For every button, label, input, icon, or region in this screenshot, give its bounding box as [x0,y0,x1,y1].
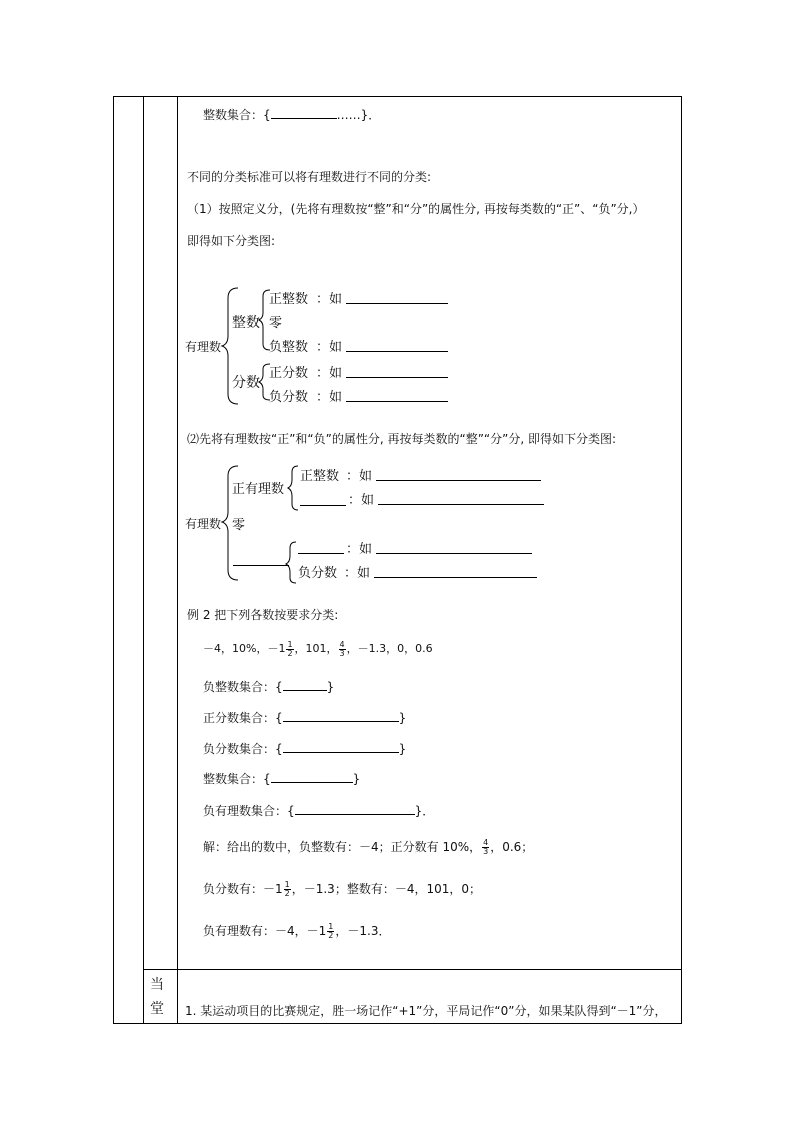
numerator: 1 [284,880,290,889]
answer-blank [298,553,344,554]
fraction [327,923,334,940]
answer-blank [346,377,448,378]
tree1-pos-int: 正整数 [269,292,309,307]
tree2-neg-frac: 负分数 [298,566,338,581]
tree2-pos-int: 正整数 [300,469,340,484]
numerator: 1 [328,922,334,931]
numerator: 4 [339,639,345,649]
tree1-integer: 整数 [232,315,260,331]
tree1-pos-frac: 正分数 [269,366,309,381]
solution-text: 解：给出的数中，负整数有：－4；正分数有 10%， [203,840,482,854]
tree1-neg-int: 负整数 [269,340,309,355]
tree1-pos-int-example: ：如 [316,292,343,307]
solution-text: ，0.6； [490,840,534,854]
solution-line-2 [203,880,481,898]
answer-blank [295,802,415,815]
set-label: 负整数集合：{ [203,680,283,694]
answer-blank [283,709,399,722]
answer-blank [271,770,353,783]
answer-blank [346,351,448,352]
tree1-neg-frac: 负分数 [269,390,309,405]
solution-line-3 [203,922,390,940]
set-close: }． [414,804,435,818]
answer-blank [374,577,537,578]
fraction [286,641,293,658]
set-close: } [398,711,407,725]
fraction [284,881,291,898]
answer-blank [283,678,327,691]
solution-text: ，－1.3． [335,924,391,938]
denominator: 2 [287,648,293,658]
denominator: 2 [284,889,290,898]
denominator: 3 [483,847,489,856]
set-close: } [352,772,361,786]
denominator: 3 [339,648,345,658]
answer-blank [233,565,289,566]
solution-line-1 [203,838,533,856]
answer-blank [376,553,532,554]
tree1-neg-frac-example: ：如 [316,390,343,405]
tree2-positive: 正有理数 [232,482,285,497]
set-neg-int [203,678,334,695]
integer-set-label: 整数集合：{ [203,108,271,122]
set-label: 负有理数集合：{ [203,804,295,818]
tree1-pos-frac-example: ：如 [316,366,343,381]
answer-blank [300,505,346,506]
set-neg-rational [203,802,434,819]
number-list-part: －4，10%，－1 [203,642,286,655]
set-close: } [326,680,335,694]
answer-blank [378,504,544,505]
set-integer [203,770,360,787]
exercise-1: 1. 某运动项目的比赛规定，胜一场记作“+1”分，平局记作“0”分，如果某队得到“－1”分， [185,1004,667,1018]
tree2-pos-int-example: ：如 [346,469,373,484]
fraction [339,641,346,658]
tree1-zero: 零 [269,316,283,331]
tree2-neg-int-example: ：如 [346,542,373,557]
set-neg-frac [203,740,406,757]
set-label: 负分数集合：{ [203,742,283,756]
method1-text: （1）按照定义分，(先将有理数按“整”和“分”的属性分, 再按每类数的“正”、“负”分,） [187,202,645,216]
answer-blank [283,740,399,753]
solution-text: 负分数有：－1 [203,882,283,896]
method1-tail: 即得如下分类图: [187,234,276,248]
set-pos-frac [203,709,406,726]
fraction [482,839,489,856]
numerator: 1 [287,639,293,649]
solution-text: ，－1.3；整数有：－4，101，0； [291,882,481,896]
number-list [203,640,433,658]
intro-text: 不同的分类标准可以将有理数进行不同的分类: [187,170,432,184]
denominator: 2 [328,931,334,940]
example2-title: 例 2 把下列各数按要求分类: [187,608,339,622]
number-list-part: ，101， [294,642,338,655]
numerator: 4 [483,838,489,847]
answer-blank [346,401,448,402]
set-close: } [398,742,407,756]
set-label: 正分数集合：{ [203,711,283,725]
side-label-1: 当 [150,977,164,993]
tree1-fraction: 分数 [232,375,260,391]
set-label: 整数集合：{ [203,772,271,786]
tree2-pos-frac-example: ：如 [348,493,375,508]
tree1-root: 有理数 [185,340,222,354]
side-label-2: 堂 [150,1001,164,1017]
method2-text: ⑵先将有理数按“正”和“负”的属性分, 再按每类数的“整”“分”分, 即得如下分类图: [187,432,617,446]
answer-blank [376,480,541,481]
tree2-root: 有理数 [185,517,222,531]
tree2-zero: 零 [232,518,246,533]
answer-blank [346,303,448,304]
integer-set-tail: ……}． [336,108,381,122]
solution-text: 负有理数有：－4，－1 [203,924,327,938]
tree1-neg-int-example: ：如 [316,340,343,355]
number-list-part: ，－1.3，0，0.6 [346,642,433,655]
tree2-neg-frac-example: ：如 [344,566,371,581]
